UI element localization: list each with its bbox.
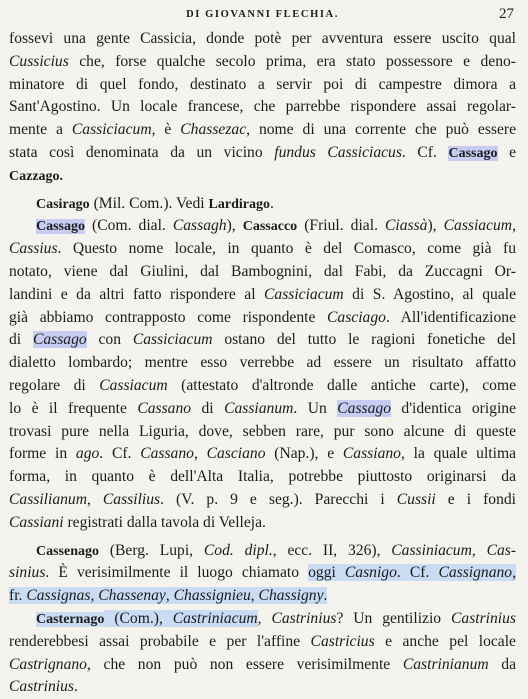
- text-run[interactable]: ,: [86, 490, 103, 508]
- italic-term[interactable]: Cassianum: [224, 399, 294, 417]
- entry-headword[interactable]: Cassacco: [242, 219, 298, 235]
- text-run[interactable]: mente a: [9, 121, 72, 139]
- text-selection[interactable]: [308, 564, 516, 581]
- text-line[interactable]: [9, 443, 516, 466]
- text-run[interactable]: .: [74, 678, 78, 696]
- text-run[interactable]: ),: [226, 217, 243, 235]
- text-run[interactable]: , la quale ultima: [400, 445, 516, 463]
- text-run[interactable]: ,: [165, 587, 174, 605]
- running-title: DI GIOVANNI FLECHIA.: [186, 9, 339, 20]
- running-header: [9, 6, 516, 28]
- text-line[interactable]: [9, 28, 516, 51]
- italic-term[interactable]: Cassilius: [102, 490, 161, 508]
- italic-term[interactable]: Cassiano: [342, 445, 401, 463]
- search-match-cassago[interactable]: Cassago: [36, 219, 86, 235]
- text-run[interactable]: ,: [512, 217, 516, 235]
- search-match-cassago[interactable]: Cassago: [337, 399, 391, 417]
- text-line[interactable]: [9, 307, 516, 330]
- entry-headword[interactable]: Casirago: [36, 196, 90, 212]
- italic-term[interactable]: Cassiniacum: [391, 541, 472, 559]
- italic-term[interactable]: sinius: [9, 564, 46, 582]
- italic-term[interactable]: Cassano: [137, 399, 192, 417]
- text-line[interactable]: [9, 74, 516, 97]
- italic-term[interactable]: Casciano: [206, 445, 266, 463]
- text-run[interactable]: ,: [257, 609, 272, 627]
- text-line[interactable]: [9, 165, 516, 188]
- italic-term[interactable]: Chassezac: [180, 121, 247, 139]
- text-line[interactable]: [9, 142, 516, 165]
- text-run[interactable]: . All'identificazione: [385, 308, 516, 326]
- entry-headword[interactable]: Cassenago: [36, 543, 100, 559]
- text-line[interactable]: [9, 631, 516, 654]
- italic-term[interactable]: Castrinius: [271, 609, 337, 627]
- italic-term[interactable]: Castrinius: [9, 678, 74, 696]
- italic-term[interactable]: Cassano: [140, 445, 194, 463]
- text-run[interactable]: registrati dalla tavola di Velleja.: [63, 513, 266, 531]
- italic-term[interactable]: Cussicius: [9, 52, 69, 70]
- text-run[interactable]: trovasi pure nella Liguria, dove, sebben rare, pur sono alcune di queste: [9, 422, 516, 440]
- text-run[interactable]: , ecc. II, 326),: [272, 541, 392, 559]
- italic-term[interactable]: Casnigo: [344, 564, 397, 582]
- page-number: 27: [499, 6, 514, 22]
- text-run[interactable]: , che non può non essere verisimilmente: [86, 655, 403, 673]
- text-line[interactable]: [9, 284, 516, 307]
- text-line[interactable]: [9, 608, 516, 631]
- italic-term[interactable]: Cussii: [396, 490, 436, 508]
- text-run[interactable]: ,: [512, 564, 516, 582]
- text-run[interactable]: che, forse qualche secolo prima, era stato possessore e deno-: [68, 52, 516, 70]
- text-line[interactable]: [9, 585, 516, 608]
- text-run[interactable]: (Mil. Com.). Vedi: [89, 194, 209, 212]
- italic-term[interactable]: Cassignas: [26, 587, 91, 605]
- text-run[interactable]: di: [191, 399, 225, 417]
- text-run[interactable]: . Questo nome locale, in quanto è del Comasco, come già fu: [57, 240, 516, 258]
- italic-term[interactable]: Chassenay: [98, 587, 166, 605]
- text-run[interactable]: . Cf.: [99, 445, 141, 463]
- text-run[interactable]: fossevi una gente Cassicia, donde potè per avventura essere uscito qual: [9, 30, 516, 47]
- headword-reference[interactable]: Lardirago: [208, 196, 270, 212]
- text-run[interactable]: (Berg. Lupi,: [99, 541, 204, 559]
- text-run[interactable]: fr.: [9, 587, 27, 605]
- text-run[interactable]: , nome di una corrente che può essere: [246, 121, 516, 139]
- paragraph-cassiciacum-continuation[interactable]: [9, 28, 516, 188]
- search-match-cassago[interactable]: Cassago: [32, 331, 87, 349]
- text-run[interactable]: minatore di quel fondo, destinato a servir poi di campestre dimora a: [9, 75, 516, 93]
- text-run[interactable]: con: [86, 331, 133, 349]
- text-run[interactable]: oggi: [308, 564, 345, 582]
- text-run[interactable]: forme in: [9, 445, 76, 463]
- entry-headword[interactable]: Casternago: [36, 611, 105, 627]
- italic-term[interactable]: Castricius: [310, 632, 375, 650]
- text-run[interactable]: . (V. p. 9 e seg.). Parecchi i: [160, 490, 397, 508]
- italic-term[interactable]: Castrinius: [451, 609, 516, 627]
- text-run[interactable]: . È verisimilmente il luogo chiamato: [45, 564, 309, 582]
- text-run[interactable]: (Nap.), e: [265, 445, 343, 463]
- text-line[interactable]: [9, 96, 516, 119]
- text-run[interactable]: ,: [250, 587, 259, 605]
- text-line[interactable]: [9, 512, 516, 535]
- text-run[interactable]: lo è il frequente: [9, 399, 138, 417]
- text-run[interactable]: ,: [471, 541, 487, 559]
- text-run[interactable]: (Com.),: [104, 609, 173, 627]
- text-line[interactable]: [9, 654, 516, 677]
- entry-cassenago[interactable]: [9, 540, 516, 608]
- text-line[interactable]: [9, 489, 516, 512]
- text-line[interactable]: [9, 329, 516, 352]
- text-run[interactable]: già abbiamo contrapposto come rispondente: [9, 308, 328, 326]
- text-run[interactable]: (Com. dial.: [85, 217, 173, 235]
- text-run[interactable]: notato, viene dal Giulini, dal Bambognini, dal Fabi, da Zuccagni Or-: [9, 262, 516, 280]
- italic-term[interactable]: Castrignano: [9, 655, 87, 673]
- text-line[interactable]: [9, 215, 516, 238]
- text-run[interactable]: e: [497, 143, 516, 161]
- text-run[interactable]: stata così denominata da un vicino: [9, 143, 275, 161]
- text-selection[interactable]: [9, 587, 327, 604]
- text-run[interactable]: da: [488, 655, 516, 673]
- italic-term[interactable]: Cassiacum: [443, 217, 513, 235]
- text-run[interactable]: regolare di: [9, 376, 100, 394]
- italic-term[interactable]: Cassiciacum: [71, 121, 152, 139]
- text-run[interactable]: forma, in quanto è dell'Alta Italia, potrebbe piuttosto originarsi da: [9, 468, 516, 486]
- italic-term[interactable]: Cassius: [9, 240, 58, 258]
- italic-term[interactable]: Cod. dipl.: [203, 541, 273, 559]
- italic-term[interactable]: Chassignieu: [173, 587, 251, 605]
- text-run[interactable]: d'identica origine: [391, 399, 516, 417]
- text-run[interactable]: ),: [427, 217, 444, 235]
- text-line[interactable]: [9, 51, 516, 74]
- text-line[interactable]: [9, 676, 516, 699]
- italic-term[interactable]: Cassiciacum: [264, 285, 344, 303]
- text-line[interactable]: [9, 238, 516, 261]
- text-run[interactable]: ,: [193, 445, 207, 463]
- entry-cassago[interactable]: [9, 215, 516, 534]
- text-run[interactable]: landini e da altri fatto rispondere al: [9, 285, 264, 303]
- text-run[interactable]: .: [269, 194, 274, 212]
- text-run[interactable]: , è: [151, 121, 181, 139]
- text-run[interactable]: e i fondi: [435, 490, 516, 508]
- italic-term[interactable]: Chassigny: [258, 587, 324, 605]
- italic-term[interactable]: Cas-: [486, 541, 516, 559]
- italic-term[interactable]: fundus Cassiciacus: [274, 143, 402, 161]
- italic-term[interactable]: Cassilianum: [9, 490, 87, 508]
- headword-reference[interactable]: Cazzago.: [9, 168, 64, 184]
- search-match-cassago[interactable]: Cassago: [448, 145, 498, 161]
- text-line[interactable]: [9, 466, 516, 489]
- entry-casirago[interactable]: [9, 193, 516, 216]
- text-line[interactable]: [9, 540, 516, 563]
- text-run[interactable]: . Un: [293, 399, 338, 417]
- italic-term[interactable]: Castrinianum: [402, 655, 489, 673]
- text-run[interactable]: (Friul. dial.: [297, 217, 386, 235]
- italic-term[interactable]: Castriniacum: [172, 609, 258, 627]
- entry-casternago[interactable]: [9, 608, 516, 699]
- text-run[interactable]: ? Un gentilizio: [336, 609, 451, 627]
- text-line[interactable]: [9, 375, 516, 398]
- text-run[interactable]: Sant'Agostino. Un locale francese, che parrebbe rispondere assai regolar-: [9, 98, 516, 116]
- text-run[interactable]: ,: [90, 587, 99, 605]
- text-line[interactable]: [9, 193, 516, 216]
- text-run[interactable]: di S. Agostino, al quale: [343, 285, 516, 303]
- text-run[interactable]: ostano del tutto le ragioni fonetiche del: [212, 331, 516, 349]
- italic-term[interactable]: Casciago: [327, 308, 386, 326]
- text-run[interactable]: .: [323, 587, 328, 605]
- italic-term[interactable]: ago: [75, 445, 100, 463]
- text-run[interactable]: e anche pel locale: [374, 632, 516, 650]
- italic-term[interactable]: Ciassà: [385, 217, 428, 235]
- text-run[interactable]: renderebbesi assai probabile e per l'affine: [9, 632, 311, 650]
- text-run[interactable]: . Cf.: [401, 143, 449, 161]
- text-line[interactable]: [9, 398, 516, 421]
- text-line[interactable]: [9, 261, 516, 284]
- italic-term[interactable]: Cassagh: [172, 217, 227, 235]
- text-run[interactable]: dialetto lombardo; mentre esso verrebbe ad essere un risultato affatto: [9, 354, 516, 372]
- text-line[interactable]: [9, 119, 516, 142]
- text-run[interactable]: di: [9, 331, 33, 349]
- italic-term[interactable]: Cassiani: [9, 513, 64, 531]
- italic-term[interactable]: Cassiacum: [99, 376, 168, 394]
- italic-term[interactable]: Cassiciacum: [132, 331, 213, 349]
- text-line[interactable]: [9, 352, 516, 375]
- text-run[interactable]: (attestato d'altronde dalle antiche carte), come: [167, 376, 516, 394]
- italic-term[interactable]: Cassignano: [438, 564, 513, 582]
- text-line[interactable]: [9, 562, 516, 585]
- text-run[interactable]: . Cf.: [396, 564, 439, 582]
- text-line[interactable]: [9, 421, 516, 444]
